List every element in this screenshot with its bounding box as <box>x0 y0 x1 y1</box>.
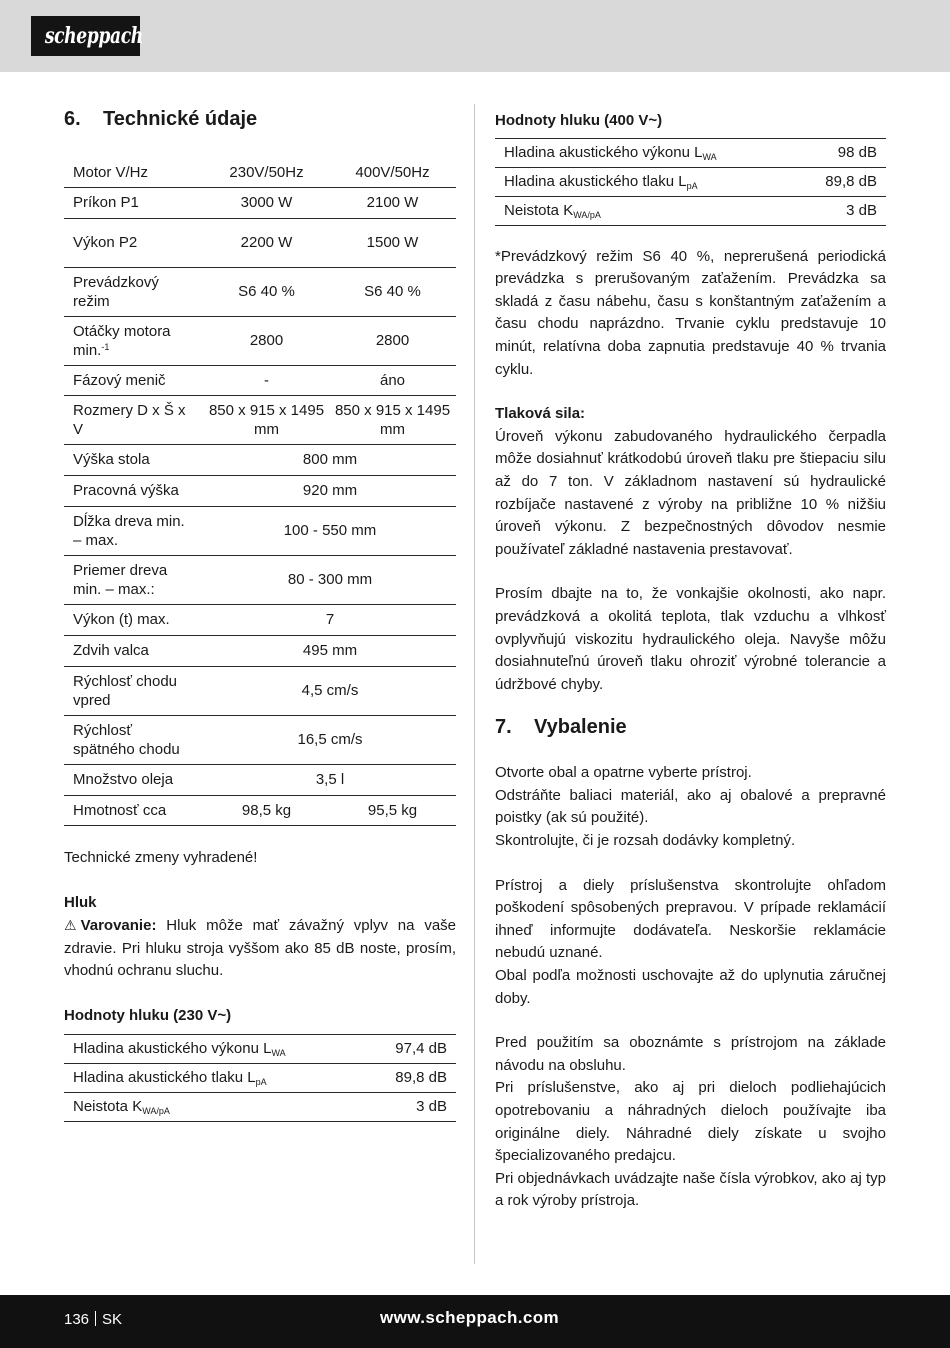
pressure-heading: Tlaková sila: <box>495 405 586 423</box>
spec-value: 7 <box>204 605 456 636</box>
noise-400-title: Hodnoty hluku (400 V~) <box>495 112 663 129</box>
noise-warning: ⚠ Varovanie: Hluk môže mať závažný vplyv na vaše zdravie. Pri hluku stroja vyššom ako 85 dB noste, prosím, vhodnú ochranu sluchu. <box>64 914 456 983</box>
spec-row <box>64 476 456 507</box>
noise-230-title: Hodnoty hluku (230 V~) <box>64 1006 232 1024</box>
spec-label: Rozmery D x Š x V <box>64 396 204 445</box>
unpacking-paragraph-1 <box>495 762 886 852</box>
spec-row <box>64 667 456 716</box>
spec-label: Výška stola <box>64 445 204 476</box>
spec-row <box>64 268 456 317</box>
noise-heading: Hluk <box>64 893 97 911</box>
spec-value-400v: 2800 <box>329 317 456 366</box>
noise-value: 3 dB <box>364 1092 456 1121</box>
duty-cycle-note: *Prevádzkový režim S6 40 %, neprerušená periodická prevádzka s prerušovaným zaťažením. Prevádzka sa skladá z času nábehu, času s konštantným zaťažením a času chodu naprázdno. Trvanie cyklu predstavuje 10 minút, relatívna doba zapnutia predstavuje 40 % trvania cyklu. <box>495 247 886 378</box>
spec-value: 100 - 550 mm <box>204 507 456 556</box>
noise-value: 89,8 dB <box>364 1063 456 1092</box>
spec-row <box>64 636 456 667</box>
spec-label: Rýchlosť chodu vpred <box>64 667 204 716</box>
noise-row <box>495 196 886 225</box>
right-column <box>495 104 886 1213</box>
spec-row <box>64 765 456 796</box>
spec-value: 800 mm <box>204 445 456 476</box>
warning-triangle-icon: ⚠ <box>64 917 77 934</box>
spec-row <box>64 507 456 556</box>
noise-row <box>64 1034 456 1063</box>
spec-label: Prevádzkový režim <box>64 268 204 317</box>
spec-label: Fázový menič <box>64 366 204 396</box>
spec-row <box>64 317 456 366</box>
spec-value-400v: 2100 W <box>329 188 456 219</box>
noise-value: 3 dB <box>795 196 886 225</box>
spec-label: Motor V/Hz <box>64 158 204 188</box>
spec-value-400v: 95,5 kg <box>329 796 456 826</box>
pressure-text: Úroveň výkonu zabudovaného hydraulického čerpadla môže dosiahnuť krátkodobú úroveň tlaku pre štiepaciu silu až do 7 ton. V základnom nastavení sú hydraulické rozbíjače nastavené z výroby na približne 10 % nižšiu úroveň výkonu. Z bezpečnostných dôvodov nesmie používateľ základné nastavenia prestavovať. <box>495 427 886 558</box>
page-footer <box>0 1295 950 1348</box>
unpacking-line: Odstráňte baliaci materiál, ako aj obalové a prepravné poistky (ak sú použité). <box>495 786 886 827</box>
page-number: 136 SK <box>64 1311 123 1328</box>
noise-value: 98 dB <box>795 138 886 167</box>
noise-value: 89,8 dB <box>795 167 886 196</box>
column-divider <box>474 104 475 1264</box>
noise-label: Hladina akustického tlaku $L_{pA}$ <box>495 167 795 196</box>
spec-value: 16,5 cm/s <box>204 716 456 765</box>
spec-label: Pracovná výška <box>64 476 204 507</box>
noise-label: Hladina akustického tlaku $L_{pA}$ <box>64 1063 364 1092</box>
spec-value-230v: 2200 W <box>204 219 329 268</box>
spec-value: 920 mm <box>204 476 456 507</box>
spec-row <box>64 158 456 188</box>
noise-label: Neistota $K_{WA/pA}$ <box>495 196 795 225</box>
technical-changes-note: Technické zmeny vyhradené! <box>64 849 258 866</box>
spec-row <box>64 188 456 219</box>
spec-value: 4,5 cm/s <box>204 667 456 716</box>
spec-value: 3,5 l <box>204 765 456 796</box>
scheppach-logo: scheppach <box>31 16 140 56</box>
website-link[interactable]: www.scheppach.com <box>380 1308 560 1327</box>
spec-label: Priemer dreva min. – max.: <box>64 556 204 605</box>
spec-label: Množstvo oleja <box>64 765 204 796</box>
spec-row <box>64 716 456 765</box>
noise-row <box>495 167 886 196</box>
left-column <box>64 104 456 1122</box>
spec-value-230v: 3000 W <box>204 188 329 219</box>
unpacking-line: Skontrolujte, či je rozsah dodávky kompletný. <box>495 832 796 850</box>
spec-row <box>64 445 456 476</box>
spec-value-230v: 850 x 915 x 1495 mm <box>204 396 329 445</box>
spec-label: Príkon P1 <box>64 188 204 219</box>
spec-label: Výkon P2 <box>64 219 204 268</box>
spec-value-230v: 230V/50Hz <box>204 158 329 188</box>
section-7-title: 7. Vybalenie <box>495 716 627 739</box>
spec-label: Rýchlosť spätného chodu <box>64 716 204 765</box>
spec-value-400v: 1500 W <box>329 219 456 268</box>
spec-value-230v: - <box>204 366 329 396</box>
noise-label: Neistota $K_{WA/pA}$ <box>64 1092 364 1121</box>
technical-data-table <box>64 158 456 826</box>
unpacking-line: Otvorte obal a opatrne vyberte prístroj. <box>495 764 752 782</box>
section-6-title: 6. Technické údaje <box>64 108 258 130</box>
spec-value-400v: 850 x 915 x 1495 mm <box>329 396 456 445</box>
spec-label: Zdvih valca <box>64 636 204 667</box>
noise-table-230 <box>64 1034 456 1122</box>
spec-row <box>64 556 456 605</box>
unpacking-line: Prístroj a diely príslušenstva skontrolujte ohľadom poškodení spôsobených prepravou. V prípade reklamácií ihneď informujte dodávateľa. Neskoršie reklamácie nebudú uznané. <box>495 876 886 962</box>
spec-value-230v: 98,5 kg <box>204 796 329 826</box>
noise-row <box>495 138 886 167</box>
noise-value: 97,4 dB <box>364 1034 456 1063</box>
unpacking-paragraph-2 <box>495 875 886 1011</box>
spec-value-230v: 2800 <box>204 317 329 366</box>
unpacking-line: Pri objednávkach uvádzajte naše čísla výrobkov, ako aj typ a rok výroby prístroja. <box>495 1169 886 1210</box>
spec-value: 80 - 300 mm <box>204 556 456 605</box>
spec-value-400v: áno <box>329 366 456 396</box>
spec-row <box>64 396 456 445</box>
spec-label: Otáčky motora min.$^{-1}$ <box>64 317 204 366</box>
spec-value-230v: S6 40 % <box>204 268 329 317</box>
noise-label: Hladina akustického výkonu $L_{WA}$ <box>64 1034 364 1063</box>
spec-value-400v: 400V/50Hz <box>329 158 456 188</box>
unpacking-line: Pri príslušenstve, ako aj pri dieloch podliehajúcich opotrebovaniu a náhradných dieloch používajte iba originálne diely. Náhradné diely získate u svojho špecializovaného predajcu. <box>495 1079 886 1165</box>
spec-row <box>64 366 456 396</box>
unpacking-line: Pred použitím sa oboznámte s prístrojom na základe návodu na obsluhu. <box>495 1034 886 1074</box>
unpacking-line: Obal podľa možnosti uschovajte až do uplynutia záručnej doby. <box>495 967 886 1007</box>
spec-row <box>64 219 456 268</box>
noise-row <box>64 1063 456 1092</box>
spec-value-400v: S6 40 % <box>329 268 456 317</box>
spec-row <box>64 605 456 636</box>
noise-label: Hladina akustického výkonu $L_{WA}$ <box>495 138 795 167</box>
spec-label: Dĺžka dreva min. – max. <box>64 507 204 556</box>
unpacking-paragraph-3 <box>495 1032 886 1213</box>
spec-row <box>64 796 456 826</box>
page-header <box>0 0 950 72</box>
spec-value: 495 mm <box>204 636 456 667</box>
spec-label: Hmotnosť cca <box>64 796 204 826</box>
noise-table-400 <box>495 138 886 226</box>
spec-label: Výkon (t) max. <box>64 605 204 636</box>
conditions-text: Prosím dbajte na to, že vonkajšie okolnosti, ako napr. prevádzková a okolitá teplota, tlak vzduchu a vlhkosť ovplyvňujú viskozitu hydraulického oleja. Navyše môžu dosiahnuteľnú úroveň tlaku ohroziť výrobné tolerancie a údržbové chyby. <box>495 585 886 693</box>
noise-row <box>64 1092 456 1121</box>
